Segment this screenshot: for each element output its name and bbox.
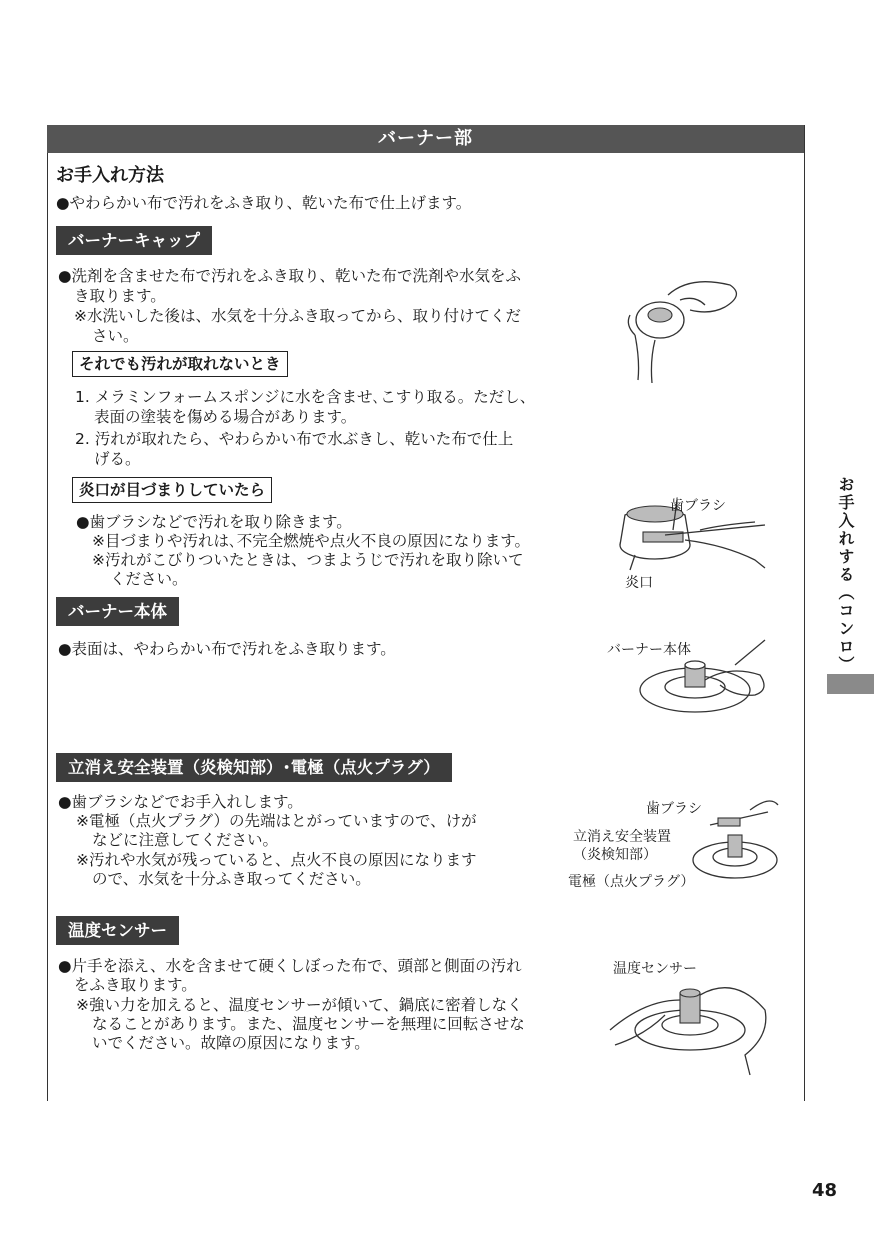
safety-note: などに注意してください。 bbox=[92, 831, 279, 849]
burner-cap-tag: バーナーキャップ bbox=[56, 226, 212, 255]
page-title: バーナー部 bbox=[47, 125, 804, 153]
burner-body-tag: バーナー本体 bbox=[56, 597, 179, 626]
cap-cleaning-illustration bbox=[620, 265, 750, 385]
fig-label-brush: 歯ブラシ bbox=[670, 498, 726, 514]
section-heading: お手入れ方法 bbox=[56, 165, 164, 186]
intro-bullet: ●やわらかい布で汚れをふき取り、乾いた布で仕上げます。 bbox=[56, 194, 472, 212]
fig-label-safety-device-sub: （炎検知部） bbox=[573, 847, 657, 863]
burner-cap-line: き取ります。 bbox=[74, 287, 166, 305]
burner-body-line: ●表面は、やわらかい布で汚れをふき取ります。 bbox=[58, 640, 396, 658]
temp-sensor-note: なることがあります。また、温度センサーを無理に回転させな bbox=[92, 1015, 525, 1033]
safety-note: ので、水気を十分ふき取ってください。 bbox=[92, 870, 371, 888]
stubborn-step: げる。 bbox=[94, 450, 141, 468]
clogged-note: ※目づまりや汚れは､不完全燃焼や点火不良の原因になります。 bbox=[92, 532, 530, 550]
burner-cap-note: さい。 bbox=[92, 327, 139, 345]
fig-label-port: 炎口 bbox=[625, 575, 653, 591]
fig-label-electrode: 電極（点火プラグ） bbox=[568, 874, 695, 890]
stubborn-step: 1. メラミンフォームスポンジに水を含ませ､こすり取る。ただし、 bbox=[75, 388, 536, 406]
temp-sensor-note: いでください。故障の原因になります。 bbox=[92, 1034, 370, 1052]
temp-sensor-line: ●片手を添え、水を含ませて硬くしぼった布で、頭部と側面の汚れ bbox=[58, 957, 522, 975]
safety-device-tag: 立消え安全装置（炎検知部）･電極（点火プラグ） bbox=[56, 753, 452, 782]
stubborn-step: 2. 汚れが取れたら、やわらかい布で水ぶきし、乾いた布で仕上 bbox=[75, 430, 514, 448]
page-number: 48 bbox=[812, 1180, 838, 1201]
side-tab-marker bbox=[827, 674, 874, 694]
clogged-note: ください。 bbox=[110, 570, 188, 588]
fig-label-safety-device: 立消え安全装置 bbox=[573, 829, 671, 845]
temp-sensor-line: をふき取ります。 bbox=[74, 976, 197, 994]
temp-sensor-note: ※強い力を加えると、温度センサーが傾いて、鍋底に密着しなく bbox=[76, 996, 523, 1014]
clogged-line: ●歯ブラシなどで汚れを取り除きます。 bbox=[76, 513, 352, 531]
fig-label-safety-brush: 歯ブラシ bbox=[646, 801, 702, 817]
fig-label-burner-body: バーナー本体 bbox=[607, 642, 691, 658]
fig-label-temp-sensor: 温度センサー bbox=[613, 961, 697, 977]
safety-device-illustration bbox=[690, 790, 780, 890]
stubborn-step: 表面の塗装を傷める場合があります。 bbox=[94, 408, 357, 426]
side-section-tab: お手入れする（コンロ） bbox=[836, 476, 855, 674]
clogged-port-tag: 炎口が目づまりしていたら bbox=[72, 477, 272, 503]
safety-note: ※電極（点火プラグ）の先端はとがっていますので、けが bbox=[76, 812, 477, 830]
clogged-note: ※汚れがこびりついたときは、つまようじで汚れを取り除いて bbox=[92, 551, 524, 569]
temp-sensor-tag: 温度センサー bbox=[56, 916, 179, 945]
safety-note: ※汚れや水気が残っていると、点火不良の原因になります bbox=[76, 851, 477, 869]
temp-sensor-illustration bbox=[605, 965, 775, 1080]
burner-cap-line: ●洗剤を含ませた布で汚れをふき取り、乾いた布で洗剤や水気をふ bbox=[58, 267, 522, 285]
stubborn-stain-tag: それでも汚れが取れないとき bbox=[72, 351, 288, 377]
safety-line: ●歯ブラシなどでお手入れします。 bbox=[58, 793, 303, 811]
burner-cap-note: ※水洗いした後は、水気を十分ふき取ってから、取り付けてくだ bbox=[74, 307, 521, 325]
